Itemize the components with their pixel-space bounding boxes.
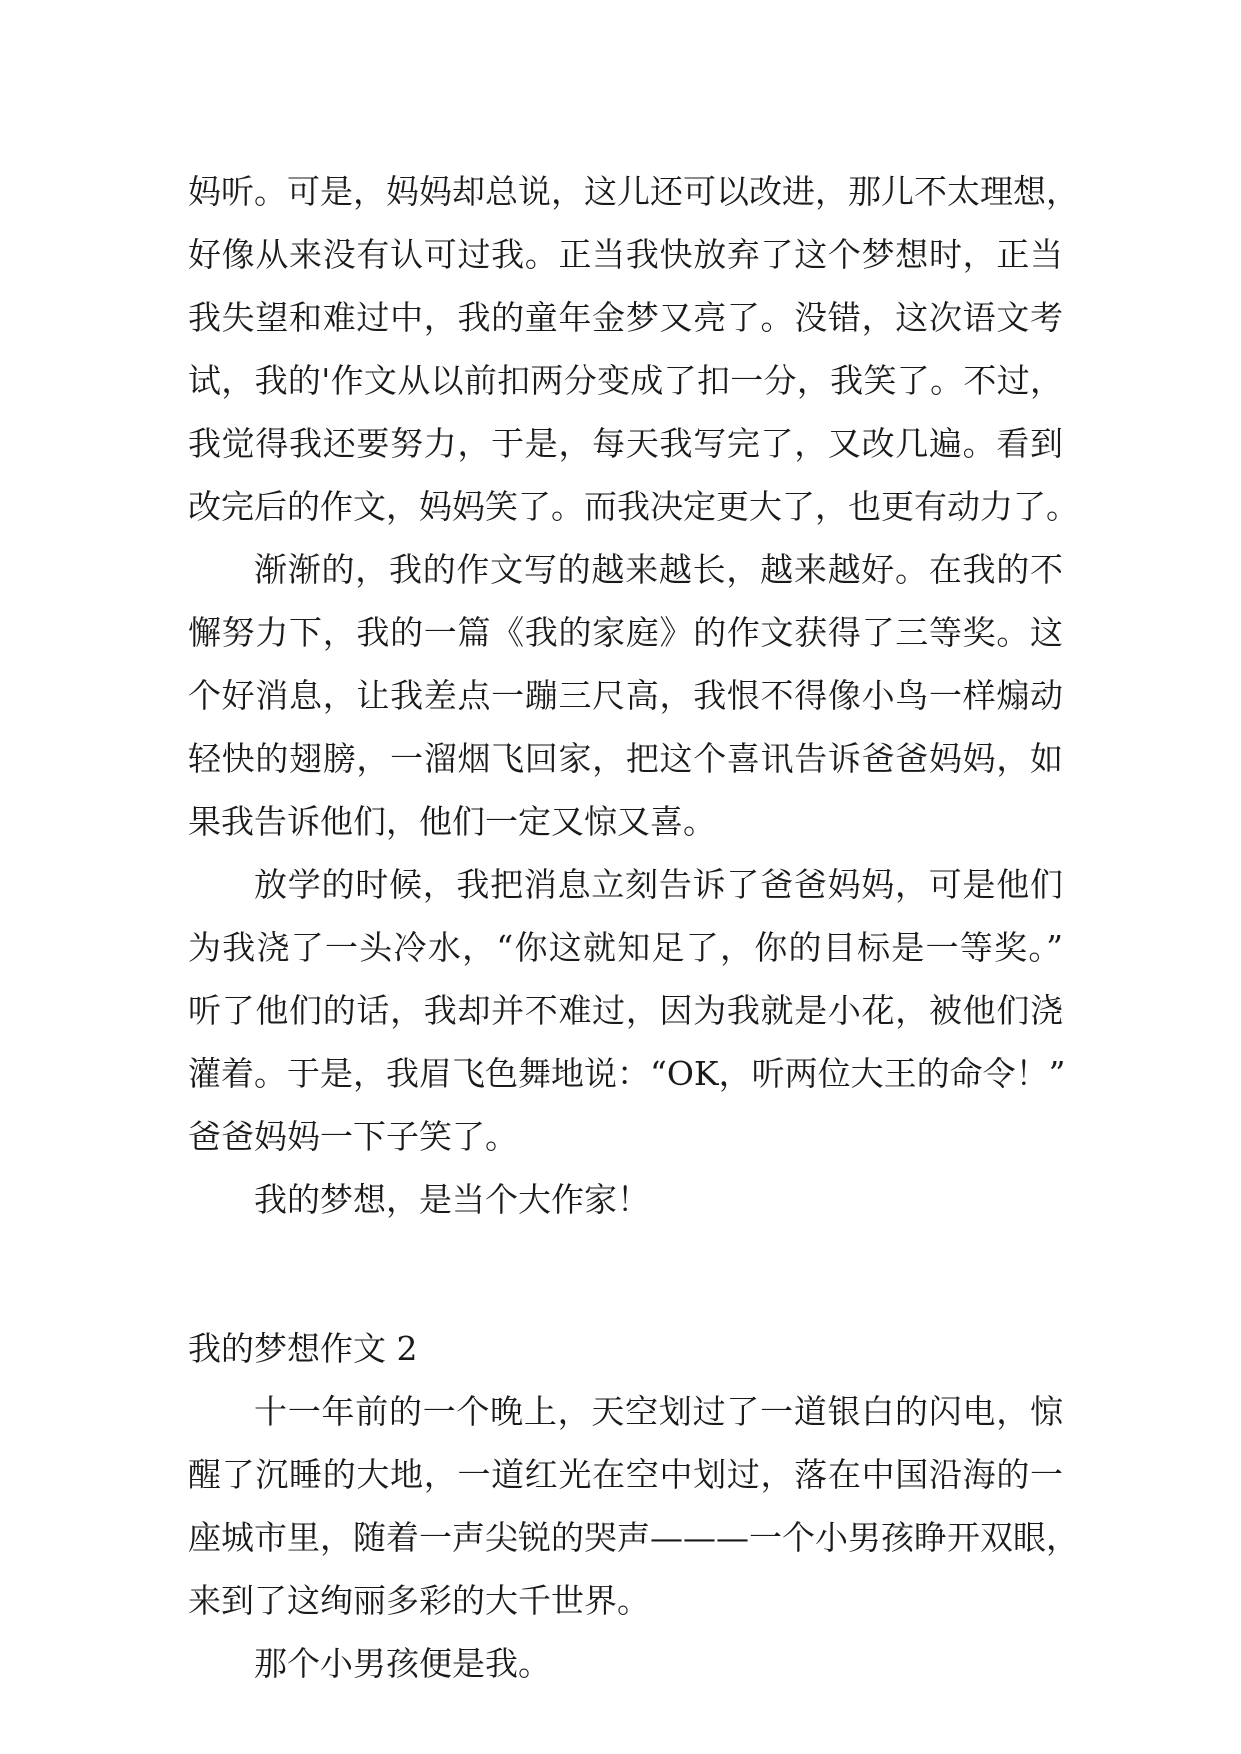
text-line: 醒了沉睡的大地，一道红光在空中划过，落在中国沿海的一 xyxy=(188,1455,1063,1494)
paragraph xyxy=(188,1632,1063,1695)
text-line: 来到了这绚丽多彩的大千世界。 xyxy=(188,1581,650,1620)
section-spacer xyxy=(188,1231,1063,1317)
paragraph xyxy=(188,160,1079,538)
text-line: 那个小男孩便是我。 xyxy=(254,1644,551,1683)
text-line: 我失望和难过中，我的童年金梦又亮了。没错，这次语文考 xyxy=(188,298,1063,337)
text-line: 果我告诉他们，他们一定又惊又喜。 xyxy=(188,802,716,841)
paragraph xyxy=(188,1168,1063,1231)
text-line: 爸爸妈妈一下子笑了。 xyxy=(188,1117,518,1156)
text-line: 试，我的'作文从以前扣两分变成了扣一分，我笑了。不过， xyxy=(188,361,1063,400)
paragraph xyxy=(188,538,1063,853)
document-body xyxy=(188,160,1079,1695)
text-line: 渐渐的，我的作文写的越来越长，越来越好。在我的不 xyxy=(254,550,1063,589)
text-line: 十一年前的一个晚上，天空划过了一道银白的闪电，惊 xyxy=(254,1392,1063,1431)
text-line: 懈努力下，我的一篇《我的家庭》的作文获得了三等奖。这 xyxy=(188,613,1063,652)
text-line: 我的梦想，是当个大作家！ xyxy=(254,1180,650,1219)
section-title: 我的梦想作文 2 xyxy=(188,1329,418,1368)
text-line: 灌着。于是，我眉飞色舞地说：“OK，听两位大王的命令！” xyxy=(188,1054,1066,1093)
text-line: 改完后的作文，妈妈笑了。而我决定更大了，也更有动力了。 xyxy=(188,487,1079,526)
text-line: 轻快的翅膀，一溜烟飞回家，把这个喜讯告诉爸爸妈妈，如 xyxy=(188,739,1063,778)
text-line: 听了他们的话，我却并不难过，因为我就是小花，被他们浇 xyxy=(188,991,1063,1030)
text-line: 放学的时候，我把消息立刻告诉了爸爸妈妈，可是他们 xyxy=(254,865,1063,904)
text-line: 个好消息，让我差点一蹦三尺高，我恨不得像小鸟一样煽动 xyxy=(188,676,1063,715)
text-line: 我觉得我还要努力，于是，每天我写完了，又改几遍。看到 xyxy=(188,424,1063,463)
text-line: 座城市里，随着一声尖锐的哭声———一个小男孩睁开双眼， xyxy=(188,1518,1079,1557)
paragraph xyxy=(188,853,1066,1168)
text-line: 好像从来没有认可过我。正当我快放弃了这个梦想时，正当 xyxy=(188,235,1063,274)
text-line: 为我浇了一头冷水，“你这就知足了，你的目标是一等奖。” xyxy=(188,928,1063,967)
paragraph xyxy=(188,1380,1079,1632)
text-line: 妈听。可是，妈妈却总说，这儿还可以改进，那儿不太理想， xyxy=(188,172,1079,211)
